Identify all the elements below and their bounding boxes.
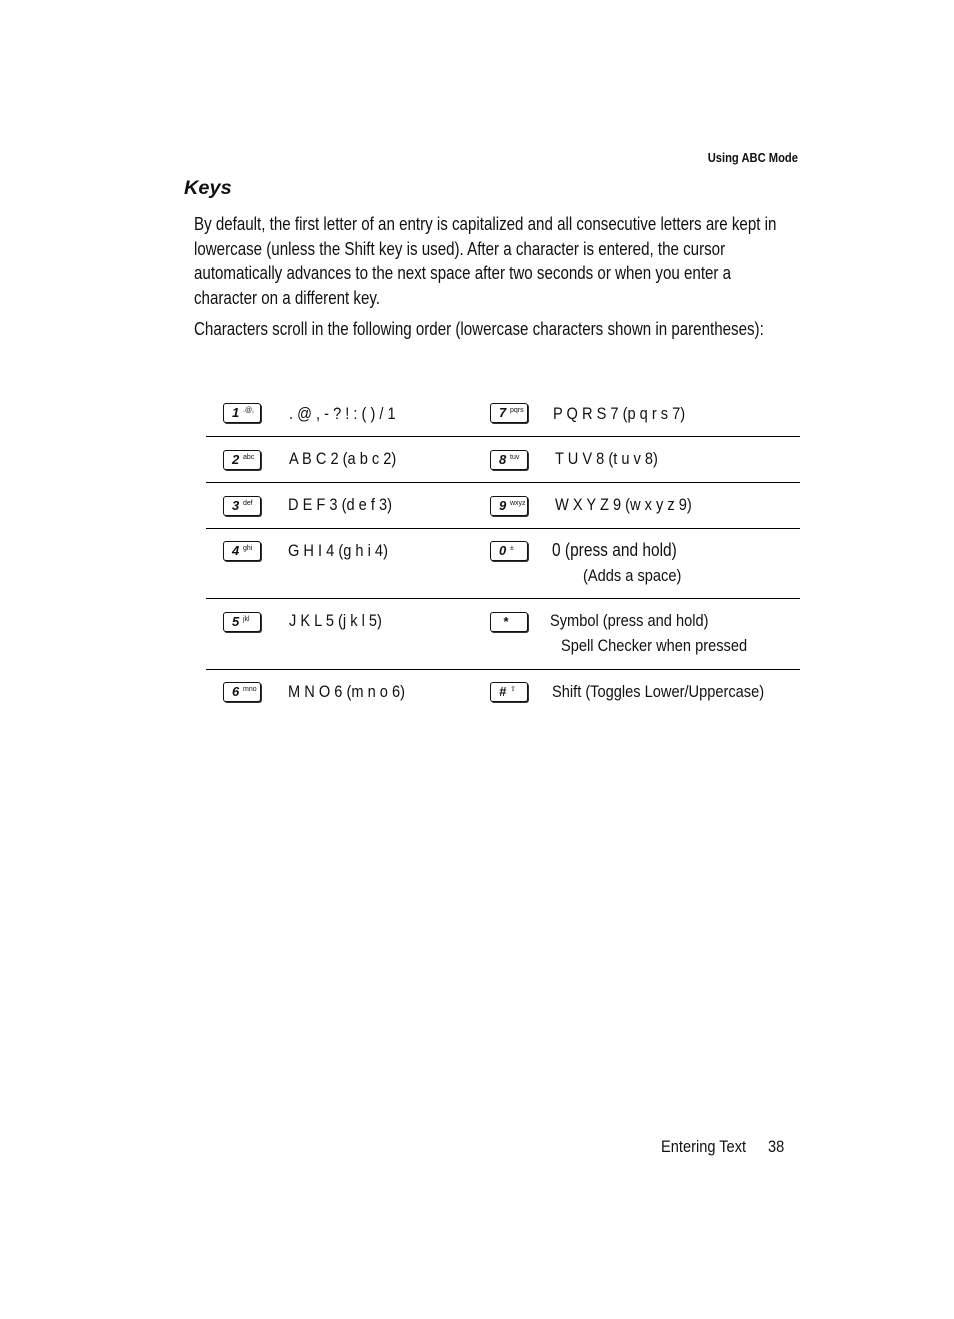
key-star-characters: Symbol (press and hold) (550, 611, 709, 630)
key-1-icon: 1 .@, (223, 403, 261, 423)
key-9-icon: 9 wxyz (490, 496, 528, 516)
key-2-characters: A B C 2 (a b c 2) (289, 449, 397, 468)
key-hash-icon: # ⇧ (490, 682, 528, 702)
table-row (206, 483, 800, 529)
key-0-note: (Adds a space) (583, 566, 682, 585)
key-6-icon: 6 mno (223, 682, 261, 702)
table-row (206, 670, 800, 715)
key-5-characters: J K L 5 (j k l 5) (289, 611, 382, 630)
table-row (206, 529, 800, 599)
key-3-characters: D E F 3 (d e f 3) (288, 495, 393, 514)
key-hash-characters: Shift (Toggles Lower/Uppercase) (552, 682, 765, 701)
key-0-characters: 0 (press and hold) (552, 540, 677, 560)
key-2-icon: 2 abc (223, 450, 261, 470)
key-4-characters: G H I 4 (g h i 4) (288, 541, 388, 560)
table-row (206, 437, 800, 483)
table-row (206, 599, 800, 670)
key-8-icon: 8 tuv (490, 450, 528, 470)
key-7-characters: P Q R S 7 (p q r s 7) (553, 404, 686, 423)
key-star-note: Spell Checker when pressed (561, 636, 748, 655)
key-1-characters: . @ , - ? ! : ( ) / 1 (289, 404, 396, 423)
table-row (206, 392, 800, 437)
footer-section-name: Entering Text (661, 1137, 747, 1156)
key-0-icon: 0 ± (490, 541, 528, 561)
scroll-order-paragraph: Characters scroll in the following order (lowercase characters shown in parentheses): (194, 319, 764, 339)
key-9-characters: W X Y Z 9 (w x y z 9) (555, 495, 692, 514)
key-8-characters: T U V 8 (t u v 8) (555, 449, 658, 468)
key-character-table (206, 392, 800, 715)
key-6-characters: M N O 6 (m n o 6) (288, 682, 405, 701)
key-7-icon: 7 pqrs (490, 403, 528, 423)
intro-paragraph: By default, the first letter of an entry is capitalized and all consecutive letters are kept in lowercase (unless the Shift key is used). After a character is entered, the cursor automatically advances to the next space after two seconds or when you enter a character on a different key. (194, 214, 777, 308)
key-star-icon: * (490, 612, 528, 632)
key-3-icon: 3 def (223, 496, 261, 516)
running-header: Using ABC Mode (707, 150, 798, 165)
key-5-icon: 5 jkl (223, 612, 261, 632)
key-4-icon: 4 ghi (223, 541, 261, 561)
page-number: 38 (768, 1137, 785, 1156)
section-title: Keys (184, 178, 232, 199)
